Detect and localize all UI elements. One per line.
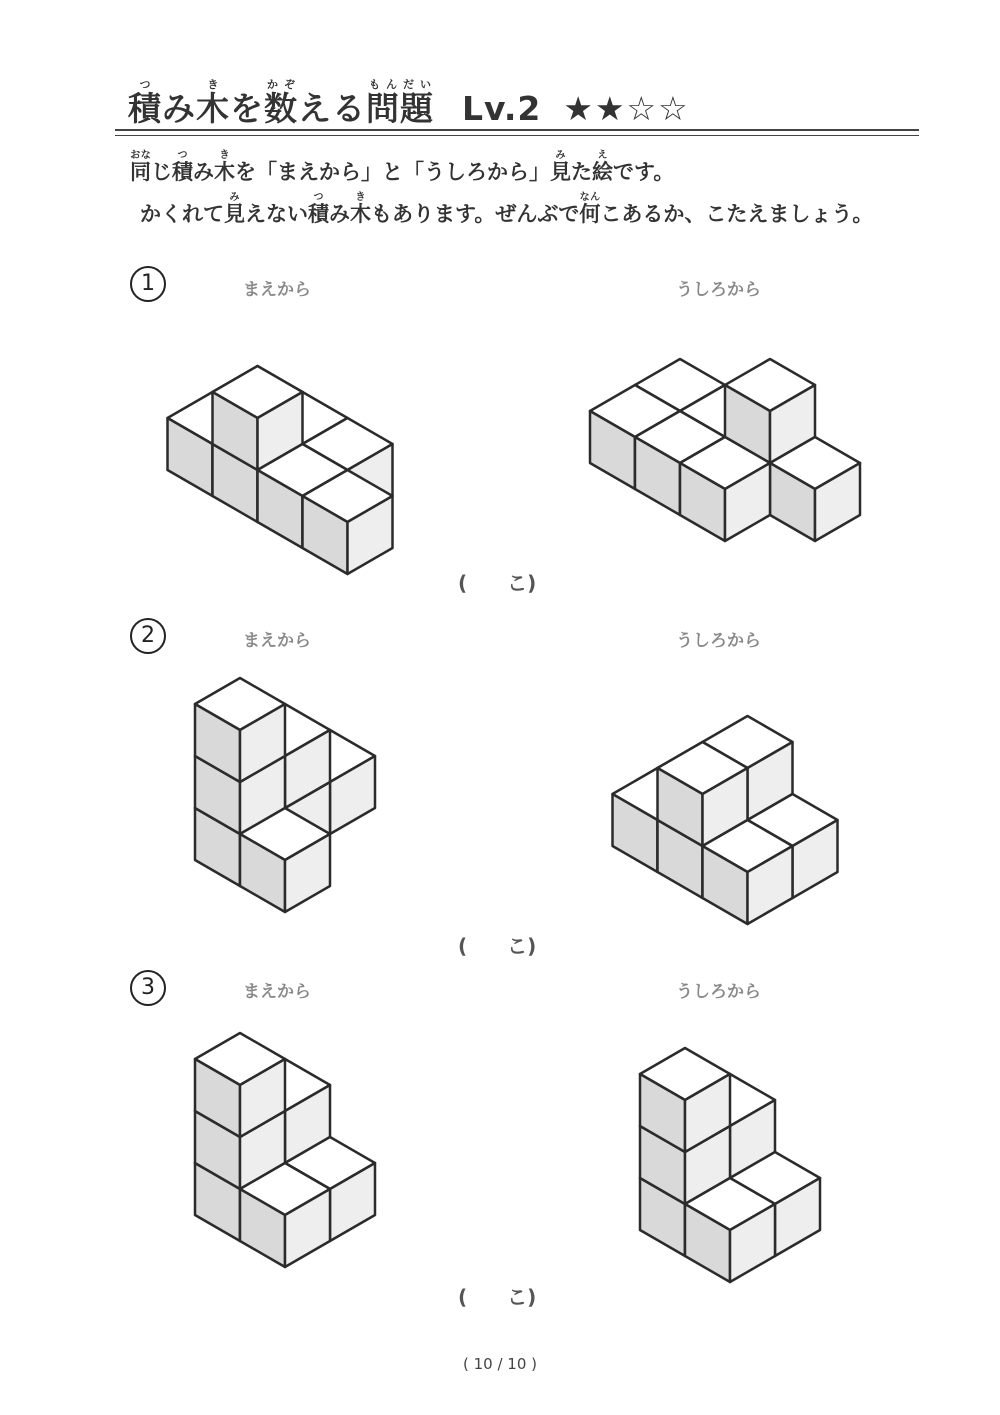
ruby-word: 見み [550,150,571,184]
ruby-word: 問題もんだい [366,78,434,128]
difficulty-stars: ★★☆☆ [563,89,690,128]
text-run: もあります。ぜんぶで [371,202,580,226]
ruby-word: 同おな [130,150,151,184]
text-run: を「まえから」と「うしろから」 [235,160,550,184]
text-run: える [298,89,366,128]
furigana: もんだい [366,78,434,91]
text-run: を [230,89,264,128]
answer-blank[interactable]: ( こ) [458,1285,537,1309]
back-view-label: うしろから [676,280,761,300]
text-run: み [329,202,350,226]
back-view-label: うしろから [676,631,761,651]
ruby-word: 数かぞ [264,78,298,128]
ruby-word: 木き [196,78,230,128]
answer-blank[interactable]: ( こ) [458,571,537,595]
title-text [128,78,434,128]
cube-figure-front [155,1020,415,1280]
cube-figure-back [600,1045,860,1285]
cube-figure-back [575,720,875,920]
instruction-line-1 [130,150,674,186]
furigana: み [224,192,245,203]
ruby-word: 積つ [308,192,329,226]
furigana: え [592,150,613,161]
furigana: き [214,150,235,161]
furigana: かぞ [264,78,298,91]
furigana: つ [128,78,162,91]
level-label: Lv.2 [462,89,542,128]
front-view-label: まえから [243,631,311,651]
back-view-label: うしろから [676,982,761,1002]
furigana: つ [172,150,193,161]
title-rule-thin [115,135,919,136]
ruby-word: 積つ [128,78,162,128]
problem-number-1: 1 [130,266,166,302]
text-run: こあるか、こたえましょう。 [600,202,874,226]
page-number: ( 10 / 10 ) [462,1355,537,1373]
ruby-word: 木き [214,150,235,184]
furigana: つ [308,192,329,203]
ruby-word: 木き [350,192,371,226]
furigana: おな [130,150,151,161]
text-run: た [571,160,592,184]
text-run: えない [245,202,308,226]
instruction-line-2 [140,192,873,228]
page-title [128,78,690,130]
problem-number-2: 2 [130,618,166,654]
answer-blank[interactable]: ( こ) [458,934,537,958]
ruby-word: 見み [224,192,245,226]
cube-figure-back [555,330,895,570]
text-run: み [193,160,214,184]
text-run: み [162,89,196,128]
text-run: です。 [613,160,675,184]
text-run: かくれて [140,202,224,226]
front-view-label: まえから [243,982,311,1002]
furigana: き [196,78,230,91]
problem-number-3: 3 [130,970,166,1006]
furigana: み [550,150,571,161]
furigana: き [350,192,371,203]
ruby-word: 絵え [592,150,613,184]
ruby-word: 積つ [172,150,193,184]
furigana: なん [579,192,601,203]
cube-figure-front [110,370,450,570]
text-run: じ [151,160,172,184]
cube-figure-front [135,670,435,920]
title-rule-thick [115,129,919,131]
front-view-label: まえから [243,280,311,300]
ruby-word: 何なん [579,192,601,226]
